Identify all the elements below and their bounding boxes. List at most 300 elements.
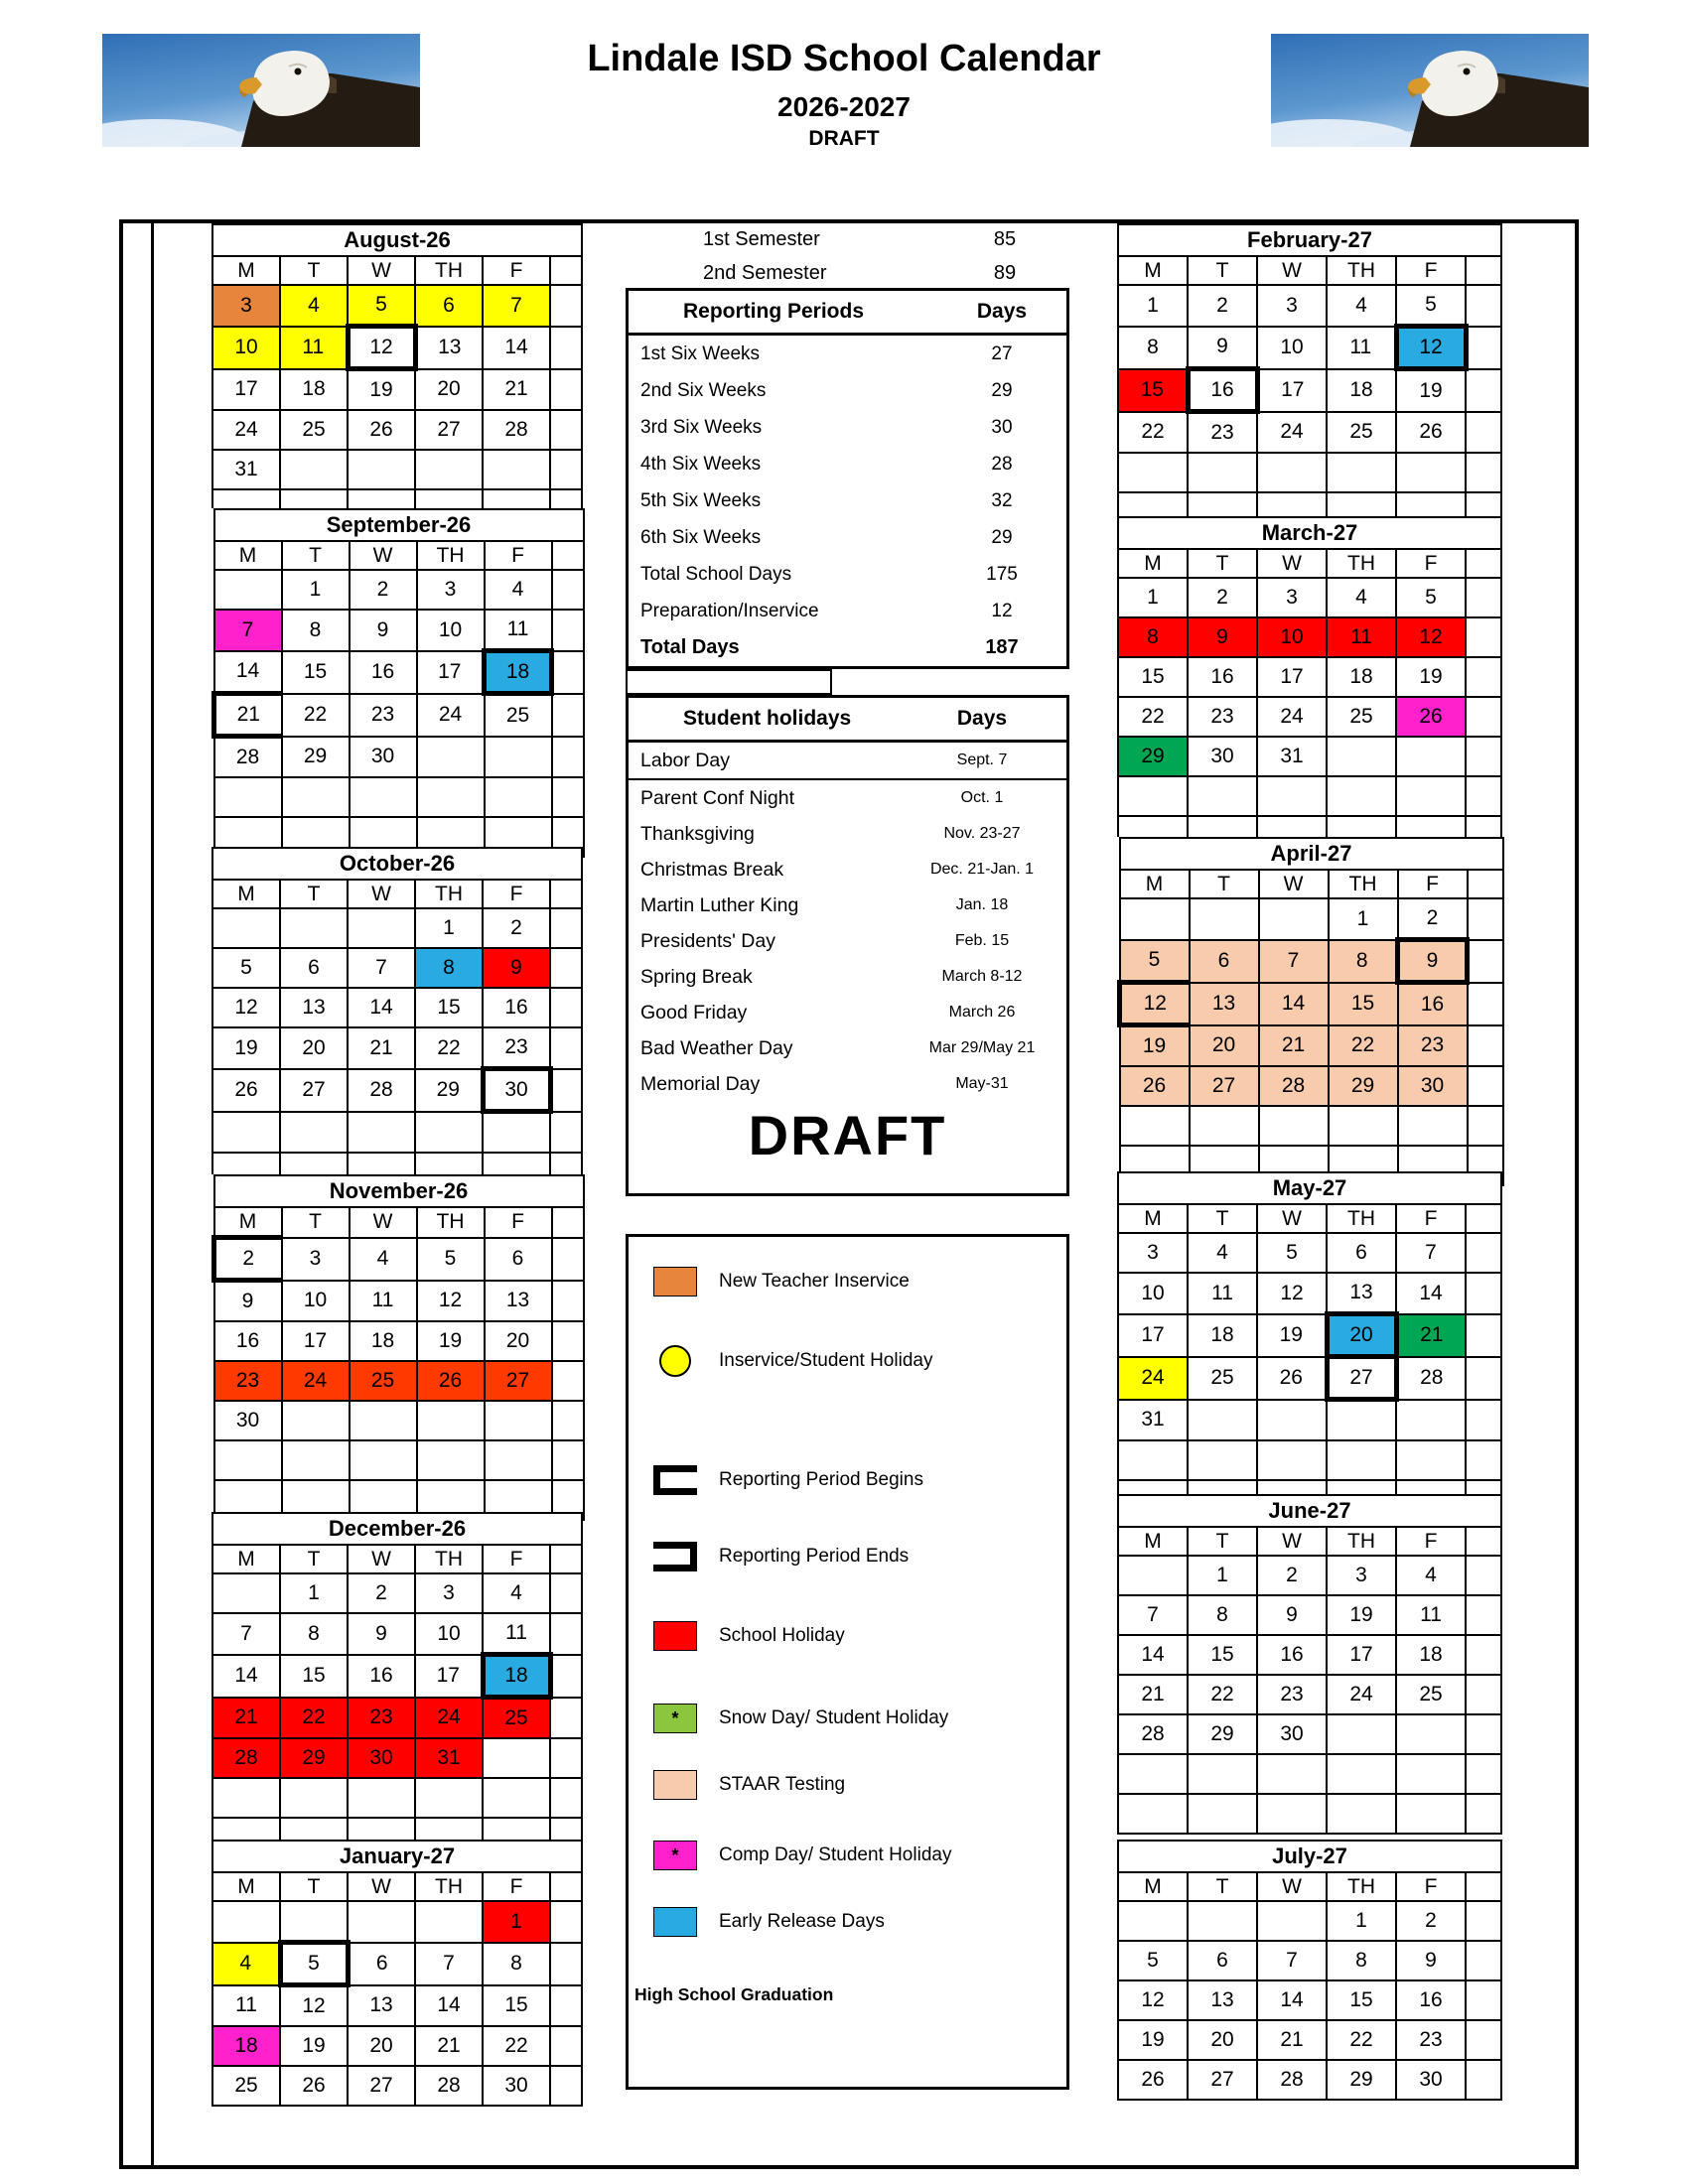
student-holiday-row (629, 959, 1066, 995)
day-header-cell: M (1118, 1872, 1188, 1901)
month-title: February-27 (1118, 224, 1501, 256)
extra-cell (550, 1985, 582, 2027)
day-cell: 30 (348, 1738, 415, 1778)
draft-label: DRAFT (808, 127, 880, 150)
month-february-27 (1117, 223, 1502, 533)
week-row (212, 1985, 582, 2027)
day-cell: 14 (483, 327, 550, 369)
student-holiday-row (629, 780, 1066, 816)
day-cell: 2 (350, 570, 417, 610)
day-cell: 23 (1188, 412, 1257, 454)
reporting-row-value: 30 (991, 416, 1013, 438)
day-cell: 20 (1188, 2020, 1257, 2060)
empty-day-cell (417, 737, 485, 778)
month-september-26 (211, 508, 585, 858)
day-header-cell: W (1257, 1527, 1327, 1556)
extra-cell (550, 988, 582, 1027)
day-cell: 27 (348, 2066, 415, 2106)
extra-cell (1466, 2060, 1501, 2100)
day-cell: 29 (1327, 2060, 1396, 2100)
empty-day-cell (1188, 1901, 1257, 1941)
day-cell: 22 (415, 1027, 483, 1069)
day-cell: 30 (483, 1069, 550, 1112)
extra-cell (1466, 2020, 1501, 2060)
day-cell: 18 (1327, 369, 1396, 412)
day-header-row (212, 880, 582, 908)
holiday-date: Mar 29/May 21 (928, 1039, 1036, 1056)
day-cell: 16 (1398, 983, 1468, 1025)
extra-cell (1466, 1595, 1501, 1635)
day-cell: 16 (483, 988, 550, 1027)
extra-cell (1466, 1273, 1501, 1314)
month-title: August-26 (212, 224, 582, 256)
month-title-row (1118, 1172, 1501, 1204)
day-header-cell: F (483, 880, 550, 908)
legend-item-label: Early Release Days (719, 1911, 885, 1932)
week-row (1118, 1357, 1501, 1400)
month-title-row (1118, 1841, 1501, 1872)
student-holiday-row (629, 1030, 1066, 1066)
holiday-date: Jan. 18 (955, 896, 1009, 913)
month-title-row (1118, 1495, 1501, 1527)
day-cell: 17 (1257, 657, 1327, 697)
extra-cell (550, 1655, 582, 1698)
day-cell: 23 (1188, 697, 1257, 737)
day-cell: 19 (1118, 2020, 1188, 2060)
legend-item (653, 1265, 910, 1298)
day-cell: 22 (1118, 412, 1188, 454)
day-cell: 10 (1257, 617, 1327, 657)
total-days-value: 187 (985, 636, 1019, 658)
month-table (1117, 223, 1502, 533)
extra-cell (550, 1027, 582, 1069)
day-cell: 5 (280, 1943, 348, 1985)
day-cell: 17 (415, 1655, 483, 1698)
week-row (212, 908, 582, 948)
month-table (211, 1512, 583, 1858)
day-header-cell: TH (415, 1872, 483, 1901)
day-cell: 30 (350, 737, 417, 778)
month-title: January-27 (212, 1841, 582, 1872)
legend-item (653, 1540, 909, 1573)
legend-item (653, 1619, 845, 1653)
week-row (1120, 940, 1503, 983)
day-cell: 4 (485, 570, 552, 610)
day-cell: 9 (1188, 617, 1257, 657)
day-header-cell: F (1396, 1872, 1466, 1901)
day-cell: 28 (348, 1069, 415, 1112)
week-row (1120, 1025, 1503, 1067)
day-header-row (214, 541, 584, 570)
month-table (211, 1174, 585, 1521)
day-cell: 31 (1118, 1400, 1188, 1441)
holiday-date: Oct. 1 (960, 789, 1004, 806)
day-cell: 14 (214, 651, 282, 694)
empty-day-cell (1118, 776, 1188, 816)
day-cell: 23 (348, 1698, 415, 1739)
day-cell: 21 (415, 2026, 483, 2066)
day-cell: 2 (348, 1573, 415, 1613)
extra-cell (1466, 1635, 1501, 1675)
day-cell: 26 (1396, 412, 1466, 454)
day-cell: 2 (1396, 1901, 1466, 1941)
week-row (214, 1281, 584, 1322)
inservice-holiday-swatch (659, 1345, 691, 1377)
day-cell: 1 (1329, 898, 1398, 940)
day-cell: 21 (1396, 1314, 1466, 1357)
empty-day-cell (1327, 1440, 1396, 1480)
week-row (1118, 697, 1501, 737)
extra-cell (1468, 940, 1503, 983)
day-header-row (212, 256, 582, 285)
extra-cell (1466, 737, 1501, 776)
reporting-row-value: 175 (986, 563, 1018, 585)
reporting-row (629, 519, 1066, 556)
holiday-date: Nov. 23-27 (943, 825, 1021, 842)
day-cell: 17 (282, 1321, 350, 1361)
day-header-cell: F (1396, 1527, 1466, 1556)
week-row (214, 777, 584, 817)
month-table (211, 508, 585, 858)
reporting-row (629, 556, 1066, 593)
day-cell: 11 (350, 1281, 417, 1322)
day-cell: 5 (1257, 1233, 1327, 1273)
empty-day-cell (1396, 1714, 1466, 1754)
day-header-cell: F (485, 1207, 552, 1238)
day-cell: 16 (1257, 1635, 1327, 1675)
day-cell: 26 (1118, 2060, 1188, 2100)
week-row (212, 1573, 582, 1613)
holiday-date: May-31 (955, 1075, 1009, 1092)
extra-cell (1468, 1066, 1503, 1106)
extra-cell (552, 777, 584, 817)
day-cell: 7 (483, 285, 550, 327)
extra-cell (550, 1698, 582, 1739)
day-cell: 25 (1188, 1357, 1257, 1400)
day-header-cell: T (1188, 549, 1257, 578)
extra-cell (550, 1112, 582, 1154)
day-cell: 12 (1396, 327, 1466, 369)
day-cell: 14 (415, 1985, 483, 2027)
empty-day-cell (1259, 1106, 1329, 1146)
day-cell: 15 (280, 1655, 348, 1698)
week-row (1118, 1440, 1501, 1480)
day-cell: 28 (1118, 1714, 1188, 1754)
day-cell: 22 (483, 2026, 550, 2066)
day-cell: 18 (1188, 1314, 1257, 1357)
empty-day-cell (415, 1112, 483, 1154)
day-header-cell: M (212, 256, 280, 285)
day-cell: 3 (415, 1573, 483, 1613)
month-title: November-26 (214, 1175, 584, 1207)
day-cell: 11 (1188, 1273, 1257, 1314)
day-cell: 15 (415, 988, 483, 1027)
extra-cell (550, 948, 582, 988)
day-cell: 16 (350, 651, 417, 694)
day-cell: 28 (483, 410, 550, 450)
day-cell: 23 (1396, 2020, 1466, 2060)
empty-day-cell (1257, 1794, 1327, 1834)
legend-item-label: Comp Day/ Student Holiday (719, 1844, 952, 1865)
lightgreen-swatch: * (653, 1704, 697, 1733)
day-cell: 12 (348, 327, 415, 369)
day-header-cell: W (348, 1872, 415, 1901)
student-holiday-rows (629, 743, 1066, 1102)
day-header-cell: TH (1327, 1872, 1396, 1901)
holiday-date: Sept. 7 (956, 751, 1008, 768)
week-row (1118, 617, 1501, 657)
week-row (212, 327, 582, 369)
day-cell: 4 (350, 1238, 417, 1281)
week-row (1118, 1794, 1501, 1834)
empty-day-cell (1257, 1440, 1327, 1480)
day-cell: 21 (1257, 2020, 1327, 2060)
empty-day-cell (1327, 1794, 1396, 1834)
month-title: April-27 (1120, 838, 1503, 870)
legend-item (653, 1839, 951, 1872)
empty-day-cell (415, 1901, 483, 1943)
day-cell: 3 (417, 570, 485, 610)
day-cell: 14 (1259, 983, 1329, 1025)
day-cell: 19 (1120, 1025, 1190, 1067)
day-header-cell: M (1118, 549, 1188, 578)
student-holiday-row (629, 743, 1066, 780)
day-cell: 18 (1396, 1635, 1466, 1675)
empty-day-cell (282, 777, 350, 817)
week-row (1118, 1675, 1501, 1714)
extra-cell (1466, 697, 1501, 737)
empty-day-cell (280, 1778, 348, 1818)
month-title-row (1120, 838, 1503, 870)
day-header-extra-cell (552, 541, 584, 570)
extra-cell (550, 410, 582, 450)
day-cell: 6 (485, 1238, 552, 1281)
day-header-cell: M (1118, 256, 1188, 285)
day-cell: 30 (1188, 737, 1257, 776)
empty-day-cell (1327, 1400, 1396, 1441)
week-row (1118, 369, 1501, 412)
empty-day-cell (485, 777, 552, 817)
magenta-swatch: * (653, 1841, 697, 1870)
total-days-row (629, 629, 1066, 666)
day-cell: 12 (280, 1985, 348, 2027)
reporting-periods-header (629, 291, 1066, 336)
month-table (1117, 1494, 1502, 1835)
extra-cell (1466, 1901, 1501, 1941)
empty-day-cell (1327, 737, 1396, 776)
empty-day-cell (214, 570, 282, 610)
day-cell: 26 (1396, 697, 1466, 737)
day-cell: 4 (280, 285, 348, 327)
day-cell: 22 (1118, 697, 1188, 737)
day-cell: 12 (417, 1281, 485, 1322)
empty-day-cell (212, 1778, 280, 1818)
reporting-row (629, 336, 1066, 372)
day-cell: 19 (1396, 369, 1466, 412)
extra-cell (552, 1361, 584, 1401)
day-cell: 15 (1329, 983, 1398, 1025)
reporting-row-label: 6th Six Weeks (640, 526, 762, 548)
week-row (214, 1238, 584, 1281)
day-cell: 15 (1118, 369, 1188, 412)
week-row (1120, 1106, 1503, 1146)
week-row (212, 988, 582, 1027)
day-header-cell: TH (1329, 870, 1398, 898)
day-cell: 11 (280, 327, 348, 369)
day-cell: 25 (1327, 697, 1396, 737)
day-cell: 31 (1257, 737, 1327, 776)
day-cell: 6 (1190, 940, 1259, 983)
holiday-date: March 8-12 (941, 968, 1023, 985)
day-cell: 27 (1327, 1357, 1396, 1400)
day-cell: 14 (348, 988, 415, 1027)
empty-day-cell (1188, 776, 1257, 816)
extra-cell (1466, 1794, 1501, 1834)
reporting-row-label: 5th Six Weeks (640, 489, 762, 511)
day-header-extra-cell (1468, 870, 1503, 898)
day-header-cell: F (483, 1872, 550, 1901)
day-cell: 26 (280, 2066, 348, 2106)
empty-day-cell (212, 1901, 280, 1943)
day-cell: 27 (485, 1361, 552, 1401)
empty-day-cell (280, 908, 348, 948)
day-cell: 25 (1327, 412, 1396, 454)
day-cell: 12 (212, 988, 280, 1027)
month-title: June-27 (1118, 1495, 1501, 1527)
extra-cell (1466, 1941, 1501, 1980)
legend-item-label: Reporting Period Ends (719, 1546, 910, 1567)
week-row (214, 694, 584, 737)
reporting-row (629, 446, 1066, 482)
day-header-cell: T (280, 1545, 348, 1573)
week-row (212, 1943, 582, 1985)
extra-cell (1468, 898, 1503, 940)
day-cell: 21 (212, 1698, 280, 1739)
empty-day-cell (348, 908, 415, 948)
day-header-cell: TH (415, 880, 483, 908)
empty-day-cell (1118, 1754, 1188, 1794)
holiday-name: Presidents' Day (640, 929, 775, 952)
day-cell: 24 (417, 694, 485, 737)
legend-item (653, 1463, 923, 1497)
day-cell: 12 (1120, 983, 1190, 1025)
week-row (212, 369, 582, 411)
extra-cell (550, 1613, 582, 1655)
month-table (1117, 516, 1502, 857)
week-row (212, 1698, 582, 1739)
extra-cell (1466, 369, 1501, 412)
day-cell: 10 (212, 327, 280, 369)
day-cell: 17 (1118, 1314, 1188, 1357)
day-cell: 5 (1396, 578, 1466, 617)
empty-day-cell (1396, 1794, 1466, 1834)
week-row (1118, 1754, 1501, 1794)
empty-day-cell (280, 450, 348, 489)
day-cell: 22 (1327, 2020, 1396, 2060)
week-row (1118, 2060, 1501, 2100)
day-cell: 1 (1118, 578, 1188, 617)
week-row (1118, 1901, 1501, 1941)
day-cell: 8 (483, 1943, 550, 1985)
student-holiday-row (629, 852, 1066, 887)
empty-day-cell (485, 737, 552, 778)
day-header-cell: T (1188, 1204, 1257, 1233)
empty-day-cell (212, 1573, 280, 1613)
day-header-cell: TH (415, 256, 483, 285)
empty-day-cell (417, 1440, 485, 1480)
empty-day-cell (483, 1738, 550, 1778)
empty-day-cell (212, 1112, 280, 1154)
day-cell: 4 (1396, 1556, 1466, 1595)
extra-cell (1466, 1233, 1501, 1273)
day-cell: 4 (1188, 1233, 1257, 1273)
day-cell: 31 (415, 1738, 483, 1778)
day-cell: 15 (1327, 1980, 1396, 2020)
day-cell: 21 (1118, 1675, 1188, 1714)
empty-day-cell (483, 1778, 550, 1818)
day-header-cell: W (1257, 256, 1327, 285)
day-cell: 7 (1396, 1233, 1466, 1273)
reporting-row-label: 4th Six Weeks (640, 453, 762, 475)
week-row (1118, 1400, 1501, 1441)
day-cell: 3 (1118, 1233, 1188, 1273)
day-cell: 7 (1259, 940, 1329, 983)
holiday-name: Labor Day (640, 749, 730, 771)
empty-day-cell (1329, 1106, 1398, 1146)
reporting-ends-bracket-icon (653, 1542, 697, 1571)
day-cell: 17 (1257, 369, 1327, 412)
extra-cell (1468, 1106, 1503, 1146)
day-header-cell: T (282, 541, 350, 570)
empty-day-cell (1327, 1714, 1396, 1754)
day-cell: 5 (1396, 285, 1466, 327)
day-header-cell: W (1259, 870, 1329, 898)
day-cell: 10 (1257, 327, 1327, 369)
day-cell: 8 (1188, 1595, 1257, 1635)
month-title: May-27 (1118, 1172, 1501, 1204)
empty-day-cell (350, 1401, 417, 1440)
week-row (1118, 1273, 1501, 1314)
day-cell: 23 (483, 1027, 550, 1069)
extra-cell (1466, 412, 1501, 454)
day-cell: 24 (1257, 697, 1327, 737)
day-cell: 21 (1259, 1025, 1329, 1067)
day-header-cell: T (1188, 256, 1257, 285)
day-cell: 18 (350, 1321, 417, 1361)
day-cell: 18 (280, 369, 348, 411)
month-table (1117, 837, 1504, 1186)
extra-cell (552, 1401, 584, 1440)
graduation-label: High School Graduation (634, 1984, 834, 2004)
day-cell: 4 (1327, 285, 1396, 327)
extra-cell (550, 2026, 582, 2066)
legend-item-label: Snow Day/ Student Holiday (719, 1707, 949, 1728)
reporting-row-label: 2nd Six Weeks (640, 379, 767, 401)
extra-cell (550, 327, 582, 369)
extra-cell (1466, 1440, 1501, 1480)
empty-day-cell (1257, 1754, 1327, 1794)
day-cell: 26 (417, 1361, 485, 1401)
day-header-cell: F (483, 256, 550, 285)
day-cell: 9 (1188, 327, 1257, 369)
reporting-row-label: 3rd Six Weeks (640, 416, 763, 438)
day-header-row (1118, 549, 1501, 578)
empty-day-cell (214, 777, 282, 817)
day-header-cell: T (1188, 1527, 1257, 1556)
reporting-row (629, 593, 1066, 629)
day-header-row (1118, 1872, 1501, 1901)
day-cell: 28 (214, 737, 282, 778)
